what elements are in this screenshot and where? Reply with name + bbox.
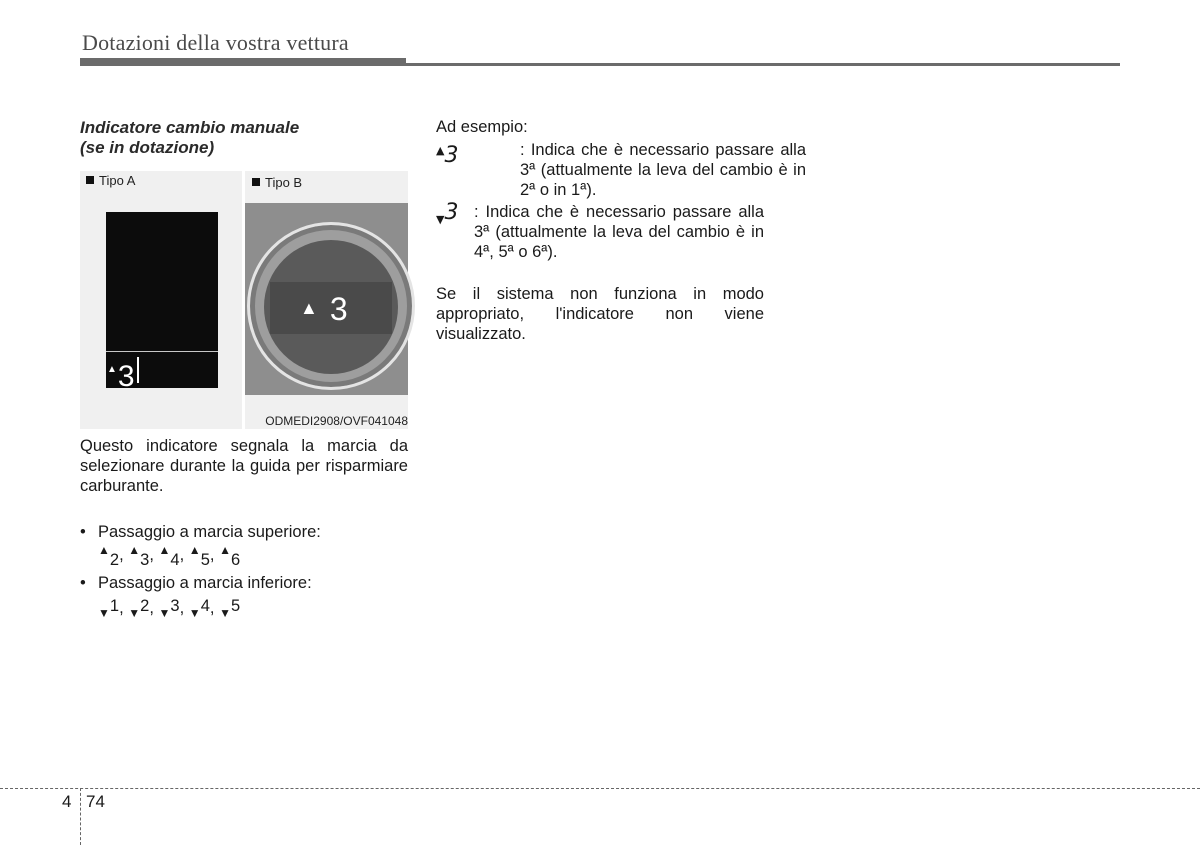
downshift-gear-item: $_▼$3, xyxy=(158,597,185,620)
chapter-number: 4 xyxy=(62,792,72,811)
section-title-line1: Indicatore cambio manuale xyxy=(80,118,300,137)
upshift-gear-list xyxy=(98,543,240,570)
example-downshift-text: : Indica che è necessario passare alla 3ª (attualmente la leva del cambio è in 4ª, 5ª o 6ª). xyxy=(474,203,764,261)
upshift-gear-item: ▲2, xyxy=(98,543,124,569)
malfunction-paragraph: Se il sistema non funziona in modo appropriato, l'indicatore non viene visualizzato. xyxy=(436,285,764,343)
header-rule-thick xyxy=(80,58,406,66)
example-heading: Ad esempio: xyxy=(436,118,528,136)
header-rule-thin xyxy=(406,63,1120,66)
example-upshift xyxy=(436,140,806,200)
bullet-dot-icon: • xyxy=(80,523,86,541)
footer-dashed-divider xyxy=(80,788,81,845)
section-title-line2: (se in dotazione) xyxy=(80,138,215,157)
example-downshift xyxy=(436,202,764,262)
tipo-b-label: Tipo B xyxy=(252,175,302,190)
bullet-upshift: • Passaggio a marcia superiore: xyxy=(80,523,321,541)
figure-code: ODMEDI2908/OVF041048 xyxy=(265,414,408,428)
shift-up-icon: ▲ xyxy=(188,543,201,557)
footer-dashed-rule xyxy=(0,788,1200,789)
shift-up-icon: ▲ xyxy=(128,543,141,557)
upshift-gear-item: ▲6 xyxy=(219,543,241,569)
shift-down-icon: ▼ xyxy=(98,606,110,620)
square-bullet-icon xyxy=(252,178,260,186)
shift-down-icon: ▼ xyxy=(188,606,201,620)
downshift-gear-item: $_▼$5 xyxy=(219,597,241,620)
shift-up-icon: ▲ xyxy=(158,543,171,557)
square-bullet-icon xyxy=(86,176,94,184)
display-a-gear-indicator: ▲3 xyxy=(107,360,135,393)
shift-down-icon: ▼ xyxy=(158,606,171,620)
page-header-title: Dotazioni della vostra vettura xyxy=(82,30,349,55)
downshift-gear-item: $_▼$2, xyxy=(128,597,154,620)
downshift-gear-list xyxy=(98,597,240,620)
example-upshift-text: : Indica che è necessario passare alla 3ª (attualmente la leva del cambio è in 2ª o in 1ª). xyxy=(520,141,806,199)
shift-up-icon: ▲ xyxy=(98,543,110,557)
downshift-gear-3-icon: ▼3 xyxy=(436,200,459,226)
upshift-gear-3-icon: ▲3 xyxy=(436,143,459,168)
section-title xyxy=(80,118,410,158)
tipo-a-label: Tipo A xyxy=(86,173,135,188)
display-a-separator xyxy=(106,351,218,352)
shift-down-icon: ▼ xyxy=(128,606,141,620)
upshift-gear-item: ▲4, xyxy=(158,543,185,569)
downshift-gear-item: $_▼$4, xyxy=(188,597,215,620)
display-a-cursor xyxy=(137,357,139,383)
upshift-gear-item: ▲5, xyxy=(188,543,215,569)
bullet-downshift: • Passaggio a marcia inferiore: xyxy=(80,574,312,592)
shift-down-icon: ▼ xyxy=(219,606,231,620)
shift-up-icon: ▲ xyxy=(219,543,231,557)
intro-paragraph: Questo indicatore segnala la marcia da selezionare durante la guida per risparmiare carburante. xyxy=(80,437,408,495)
upshift-gear-item: ▲3, xyxy=(128,543,154,569)
shift-up-icon: ▲ xyxy=(300,298,320,318)
page-number: 74 xyxy=(86,792,105,811)
downshift-gear-item: $_▼$1, xyxy=(98,597,124,620)
display-b-gear-indicator: ▲ 3 xyxy=(300,291,350,327)
shift-up-icon: ▲ xyxy=(107,364,117,375)
bullet-dot-icon: • xyxy=(80,574,86,592)
